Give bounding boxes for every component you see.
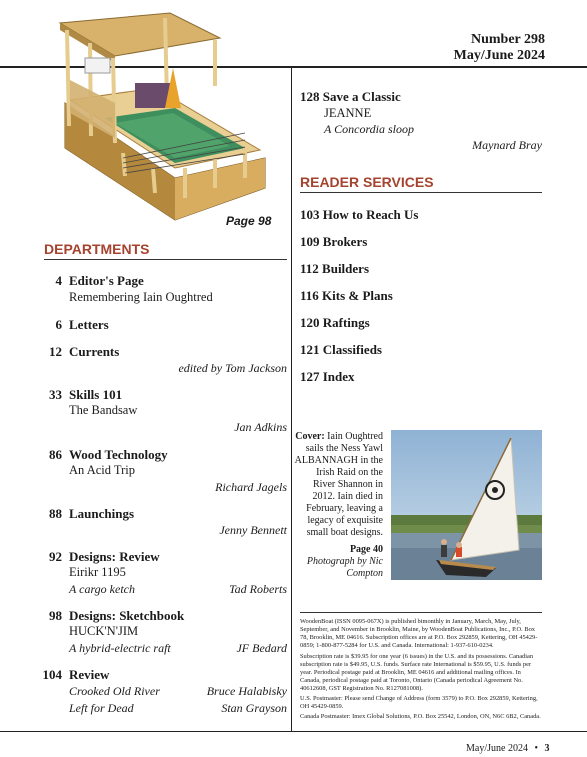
rs-num: 112 bbox=[300, 261, 319, 276]
rs-raftings[interactable] bbox=[300, 315, 370, 331]
issue-number: Number 298 bbox=[470, 32, 545, 47]
dept-title-editors-page[interactable]: Editor's Page bbox=[69, 273, 144, 288]
dept-num-letters: 6 bbox=[55, 317, 62, 332]
reader-services-heading: READER SERVICES bbox=[300, 174, 434, 190]
rs-num: 109 bbox=[300, 234, 320, 249]
footer-date: May/June 2024 bbox=[466, 743, 528, 754]
dept-num-designs-review: 92 bbox=[49, 549, 62, 564]
dept-title-designs-review[interactable]: Designs: Review bbox=[69, 549, 160, 564]
dept-title-review[interactable]: Review bbox=[69, 667, 110, 682]
cover-label: Cover: bbox=[295, 431, 325, 442]
rs-title: Raftings bbox=[322, 315, 370, 330]
dept-author-review: Bruce Halabisky bbox=[206, 684, 287, 698]
departments-rule bbox=[44, 259, 287, 260]
dept-num-wood-technology: 86 bbox=[49, 447, 62, 462]
footer-bullet: • bbox=[534, 743, 538, 754]
dept-num-review: 104 bbox=[42, 667, 62, 682]
dept-author-wood-technology: Richard Jagels bbox=[215, 480, 287, 494]
dept-sub2-designs-sketchbook: A hybrid-electric raft bbox=[69, 641, 171, 655]
cover-credit: Photograph by Nic Compton bbox=[306, 556, 383, 579]
rs-title: Brokers bbox=[322, 234, 368, 249]
subscription-rates: Subscription rate is $39.95 for one year (6 issues) in the U.S. and its possessions. Canadian subscription rate is $49.95, U.S. funds. Surface rate International is $59.95, U.S. funds per year. Periodical postage paid at Brooklin, ME 04616 and additional mailing offices. In Canada, periodical postage paid at Toronto, Ontario (Canada periodical Agreement No. 40612608, GST Registration No. R127081008). bbox=[300, 653, 534, 692]
bottom-rule bbox=[0, 731, 587, 732]
rs-classifieds[interactable] bbox=[300, 342, 382, 358]
rs-kits-plans[interactable] bbox=[300, 288, 393, 304]
cover-text: Iain Oughtred sails the Ness Yawl ALBANNAGH in the Irish Raid on the River Shannon in 2012. Iain died in February, leaving a legacy of exquisite small boat designs. bbox=[294, 431, 383, 538]
dept-title-letters[interactable]: Letters bbox=[69, 317, 109, 332]
reader-services-rule bbox=[300, 192, 542, 193]
page-number: 3 bbox=[544, 743, 550, 754]
dept-author-launchings: Jenny Bennett bbox=[219, 523, 287, 537]
rs-title: Classifieds bbox=[322, 342, 382, 357]
dept-author-designs-sketchbook: JF Bedard bbox=[236, 641, 287, 655]
save-classic-title[interactable] bbox=[300, 89, 401, 105]
save-classic-label: Save a Classic bbox=[322, 89, 401, 104]
fineprint-rule bbox=[300, 612, 542, 613]
issue-date: May/June 2024 bbox=[453, 48, 545, 63]
rs-brokers[interactable] bbox=[300, 234, 367, 250]
departments-heading: DEPARTMENTS bbox=[44, 241, 150, 257]
canada-postmaster: Canada Postmaster: Imex Global Solutions, P.O. Box 25542, London, ON, N6C 6B2, Canada. bbox=[300, 713, 541, 720]
dept-sub-wood-technology: An Acid Trip bbox=[69, 463, 135, 477]
dept-sub-skills: The Bandsaw bbox=[69, 403, 138, 417]
save-classic-sub: JEANNE bbox=[324, 106, 372, 120]
dept-author-skills: Jan Adkins bbox=[234, 420, 287, 434]
rs-num: 121 bbox=[300, 342, 320, 357]
rs-title: How to Reach Us bbox=[322, 207, 419, 222]
cover-page: Page 40 bbox=[349, 544, 383, 555]
dept-title-skills[interactable]: Skills 101 bbox=[69, 387, 123, 402]
rs-how-to-reach-us[interactable] bbox=[300, 207, 418, 223]
dept-num-currents: 12 bbox=[49, 344, 62, 359]
dept-title-designs-sketchbook[interactable]: Designs: Sketchbook bbox=[69, 608, 185, 623]
dept-author-currents: edited by Tom Jackson bbox=[178, 361, 287, 375]
rs-title: Builders bbox=[322, 261, 370, 276]
dept-sub2-review: Crooked Old River bbox=[69, 684, 160, 698]
dept-author-designs-review: Tad Roberts bbox=[229, 582, 287, 596]
rs-index[interactable] bbox=[300, 369, 355, 385]
rs-num: 120 bbox=[300, 315, 320, 330]
rs-num: 116 bbox=[300, 288, 319, 303]
rs-num: 127 bbox=[300, 369, 320, 384]
rs-title: Kits & Plans bbox=[322, 288, 393, 303]
save-classic-author: Maynard Bray bbox=[472, 138, 542, 152]
dept-sub-designs-sketchbook: HUCK'N'JIM bbox=[69, 624, 139, 638]
column-divider bbox=[291, 68, 292, 731]
dept-sub-designs-review: Eirikr 1195 bbox=[69, 565, 126, 579]
illustration-caption: Page 98 bbox=[226, 214, 272, 228]
raft-illustration bbox=[55, 8, 275, 230]
cover-caption bbox=[293, 431, 383, 539]
sailboat-photo bbox=[391, 430, 542, 580]
rs-num: 103 bbox=[300, 207, 320, 222]
dept-num-designs-sketchbook: 98 bbox=[49, 608, 62, 623]
cover-photo bbox=[391, 430, 542, 580]
save-classic-sub2: A Concordia sloop bbox=[324, 122, 415, 136]
save-classic-num: 128 bbox=[300, 89, 320, 104]
dept-num-skills: 33 bbox=[49, 387, 62, 402]
dept-sub-editors-page: Remembering Iain Oughtred bbox=[69, 290, 213, 304]
rs-builders[interactable] bbox=[300, 261, 369, 277]
dept-title-currents[interactable]: Currents bbox=[69, 344, 120, 359]
us-postmaster: U.S. Postmaster: Please send Change of Address (form 3579) to P.O. Box 292859, Kettering, OH 45429-0859. bbox=[300, 695, 538, 710]
footer bbox=[466, 743, 549, 754]
dept-sub2-designs-review: A cargo ketch bbox=[69, 582, 135, 596]
issue-header bbox=[454, 32, 545, 64]
dept-num-editors-page: 4 bbox=[55, 273, 62, 288]
dept-title-wood-technology[interactable]: Wood Technology bbox=[69, 447, 168, 462]
dept-sub3-review: Left for Dead bbox=[69, 701, 134, 715]
dept-title-launchings[interactable]: Launchings bbox=[69, 506, 135, 521]
dept-num-launchings: 88 bbox=[49, 506, 62, 521]
rs-title: Index bbox=[322, 369, 355, 384]
raft-drawing bbox=[55, 8, 275, 230]
dept-author2-review: Stan Grayson bbox=[221, 701, 287, 715]
publisher-statement: WoodenBoat (ISSN 0095-067X) is published bimonthly in January, March, May, July, September, and November in Brooklin, Maine, by WoodenBoat Publications, Inc., P.O. Box 78, Brooklin, ME 04616. Subscription offices are at P.O. Box 292859, Kettering, OH 45429-0859; 1-800-877-5284 for U.S. and Canada. International: 1-937-610-0234. bbox=[300, 618, 538, 649]
